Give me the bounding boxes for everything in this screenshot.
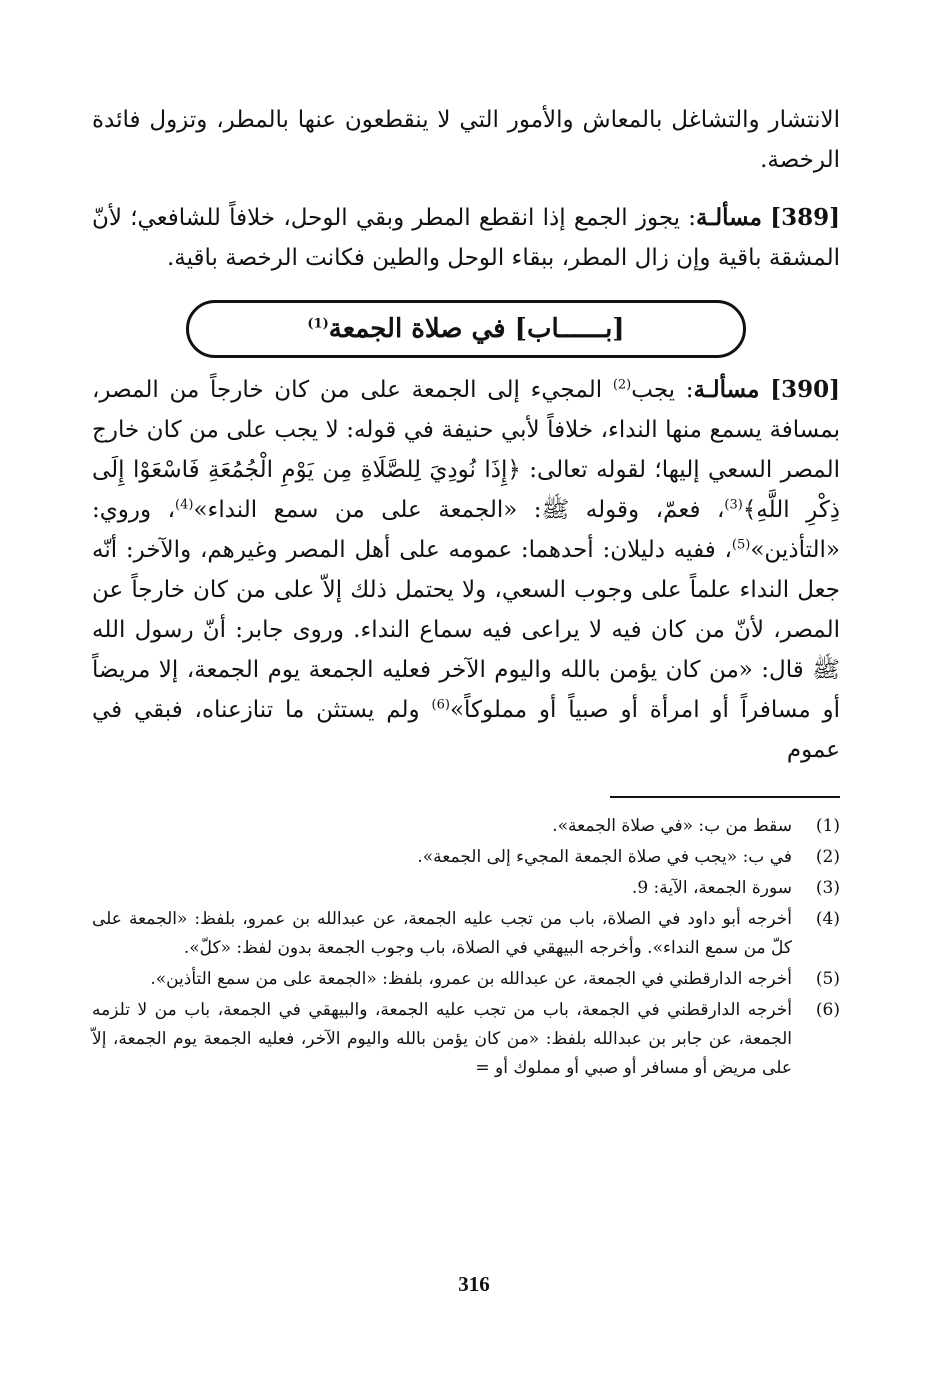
text-390-c: ، فعمّ، وقوله ﷺ: «الجمعة على من سمع النداء» <box>193 497 725 523</box>
issue-label-389: مسألـة <box>696 204 762 231</box>
text-390-e: ، ففيه دليلان: أحدهما: عمومه على أهل المصر وغيرهم، والآخر: أنّه جعل النداء علماً على وجوب السعي، ولا يحتمل ذلك إلاّ على من كان خارجاً عن المصر، لأنّ من كان فيه لا يراعى فيه سماع النداء. وروى جابر: أنّ رسول الله ﷺ قال: «من كان يؤمن بالله واليوم الآخر فعليه الجمعة يوم الجمعة، إلا مريضاً أو مسافراً أو امرأة أو صبياً أو مملوكاً» <box>92 537 840 723</box>
footnote-ref-2[interactable]: (2) <box>612 377 632 393</box>
footnote-ref-6[interactable]: (6) <box>431 697 450 713</box>
footnote-number: (1) <box>815 816 840 836</box>
footnote-item <box>92 874 840 903</box>
paragraph-1: الانتشار والتشاغل بالمعاش والأمور التي لا ينقطعون عنها بالمطر، وتزول فائدة الرخصة. <box>92 107 840 173</box>
paragraph-389 <box>92 198 840 278</box>
page-number: 316 <box>458 1272 490 1296</box>
footnote-item <box>92 905 840 963</box>
footnote-ref-4[interactable]: (4) <box>175 497 194 513</box>
footnote-text: في ب: «يجب في صلاة الجمعة المجيء إلى الجمعة». <box>417 847 792 867</box>
footnote-item <box>92 812 840 841</box>
footnote-text: أخرجه الدارقطني في الجمعة، عن عبدالله بن عمرو، بلفظ: «الجمعة على من سمع التأذين». <box>150 969 792 989</box>
footnote-number: (6) <box>815 1000 840 1020</box>
footnote-text: سورة الجمعة، الآية: 9. <box>631 878 792 898</box>
paragraph-390 <box>92 370 840 770</box>
footnote-ref-5[interactable]: (5) <box>731 537 751 553</box>
footnote-item <box>92 965 840 994</box>
issue-number-390: [390] <box>770 376 840 403</box>
footnote-text: سقط من ب: «في صلاة الجمعة». <box>552 816 792 836</box>
footnote-ref-3[interactable]: (3) <box>724 497 743 513</box>
chapter-heading-frame <box>186 300 746 358</box>
footnote-item <box>92 996 840 1083</box>
text-390-a: : يجب <box>631 377 694 403</box>
chapter-heading <box>307 314 624 344</box>
footnotes <box>92 812 840 1083</box>
text-390-f: ولم يستثن ما تنازعناه، فبقي في عموم <box>92 697 840 763</box>
issue-text-389: : يجوز الجمع إذا انقطع المطر وبقي الوحل، خلافاً للشافعي؛ لأنّ المشقة باقية وإن زال المطر، ببقاء الوحل والطين فكانت الرخصة باقية. <box>92 205 840 271</box>
issue-number-389: [389] <box>770 204 840 231</box>
footnote-divider <box>610 796 840 798</box>
footnote-ref-1[interactable]: (1) <box>307 316 329 332</box>
footnote-number: (3) <box>815 878 840 898</box>
page-content <box>92 100 840 1085</box>
issue-label-390: مسألـة <box>693 376 760 403</box>
footnote-number: (2) <box>815 847 840 867</box>
footnote-text: أخرجه الدارقطني في الجمعة، باب من تجب عليه الجمعة، والبيهقي في الجمعة، باب من لا تلزمه الجمعة، عن جابر بن عبدالله بلفظ: «من كان يؤمن بالله واليوم الآخر، فعليه الجمعة يوم الجمعة، إلاّ على مريض أو مسافر أو صبي أو مملوك أو = <box>92 1000 792 1078</box>
text-390-b: المجيء إلى الجمعة على من كان خارجاً من المصر، بمسافة يسمع منها النداء، خلافاً لأبي حنيفة في قوله: لا يجب على من كان خارج المصر السعي إليها؛ لقوله تعالى: ﴿إِذَا نُودِيَ لِلصَّلَاةِ مِن يَوْمِ الْجُمُعَةِ فَاسْعَوْا إِلَى ذِكْرِ اللَّهِ﴾ <box>92 377 841 523</box>
footnote-number: (5) <box>815 969 840 989</box>
footnote-number: (4) <box>815 909 840 929</box>
footnote-text: أخرجه أبو داود في الصلاة، باب من تجب عليه الجمعة، عن عبدالله بن عمرو، بلفظ: «الجمعة على كلّ من سمع النداء». وأخرجه البيهقي في الصلاة، باب وجوب الجمعة بدون لفظ: «كلّ». <box>92 909 792 958</box>
chapter-heading-text: [بــــــاب] في صلاة الجمعة <box>328 314 625 344</box>
text-390-d: ، وروي: «التأذين» <box>92 497 840 563</box>
footnote-item <box>92 843 840 872</box>
